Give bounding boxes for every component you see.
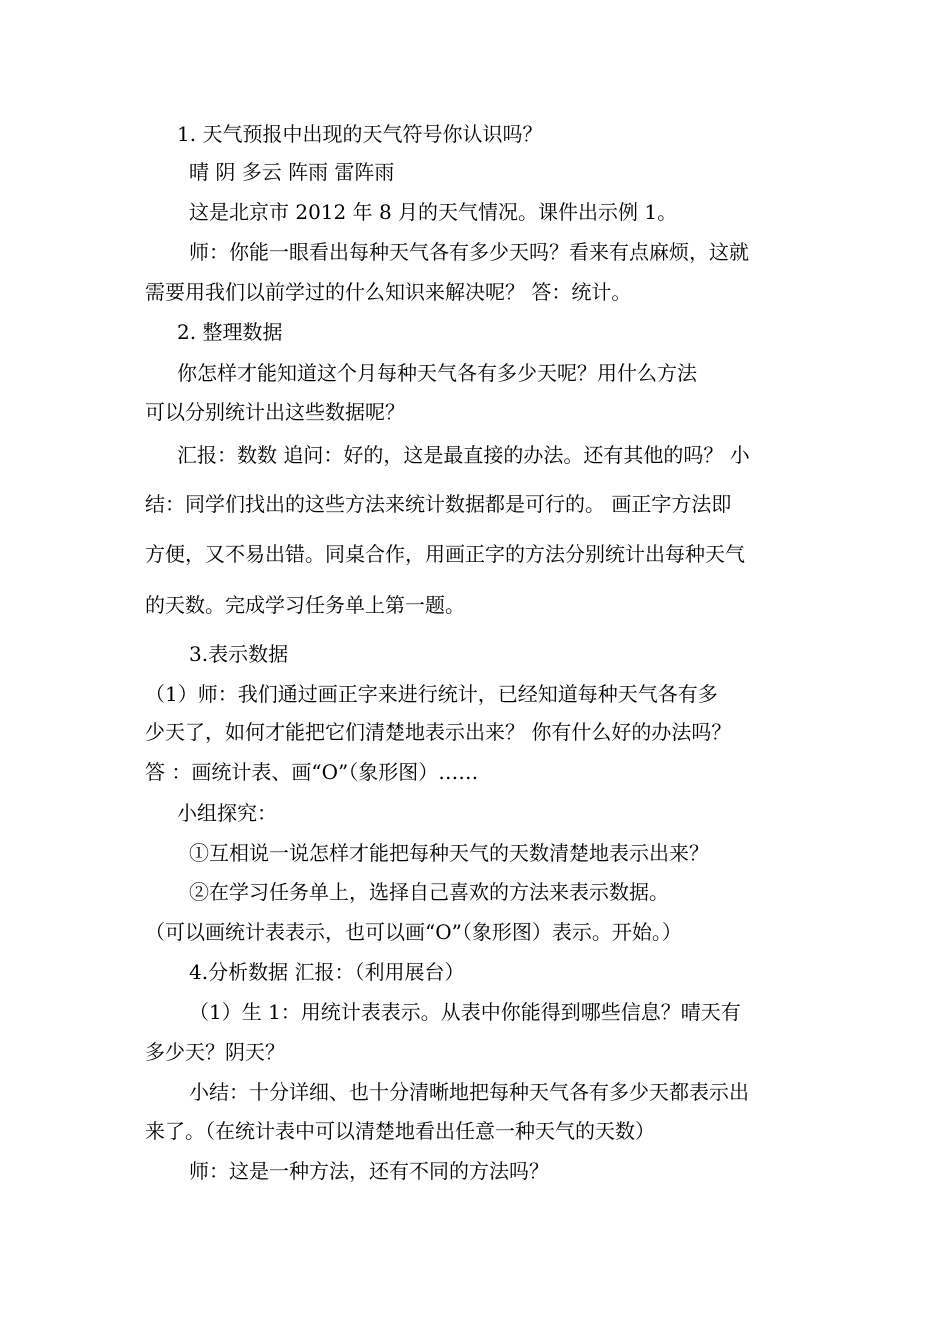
- text-line: 你怎样才能知道这个月每种天气各有多少天呢？用什么方法: [177, 361, 697, 385]
- text-line: 晴 阴 多云 阵雨 雷阵雨: [189, 160, 395, 184]
- text-line: （1）师：我们通过画正字来进行统计，已经知道每种天气各有多: [145, 682, 718, 706]
- text-line: 少天了，如何才能把它们清楚地表示出来？ 你有什么好的办法吗？: [145, 720, 732, 744]
- text-line: 需要用我们以前学过的什么知识来解决呢？ 答：统计。: [145, 280, 632, 304]
- text-line: 师：你能一眼看出每种天气各有多少天吗？看来有点麻烦，这就: [189, 240, 749, 264]
- text-line: 小组探究：: [177, 801, 277, 825]
- text-line: 3.表示数据: [189, 642, 289, 666]
- text-line: （1）生 1：用统计表表示。从表中你能得到哪些信息？晴天有: [189, 1000, 741, 1024]
- text-line: （可以画统计表表示，也可以画“O”（象形图）表示。开始。）: [145, 920, 682, 944]
- text-line: 这是北京市 2012 年 8 月的天气情况。课件出示例 1。: [189, 200, 678, 224]
- text-line: 小结：十分详细、也十分清晰地把每种天气各有多少天都表示出: [189, 1080, 749, 1104]
- text-line: 4.分析数据 汇报：（利用展台）: [189, 960, 465, 984]
- text-line: ②在学习任务单上，选择自己喜欢的方法来表示数据。: [189, 880, 669, 904]
- text-line: 2. 整理数据: [177, 320, 283, 344]
- text-line: 师：这是一种方法，还有不同的方法吗？: [189, 1159, 549, 1183]
- text-line: 1. 天气预报中出现的天气符号你认识吗？: [177, 122, 543, 146]
- text-line: 汇报：数数 追问：好的，这是最直接的办法。还有其他的吗？ 小: [177, 443, 750, 467]
- text-line: 多少天？阴天？: [145, 1040, 285, 1064]
- text-line: 结：同学们找出的这些方法来统计数据都是可行的。 画正字方法即: [145, 492, 732, 516]
- text-line: 来了。（在统计表中可以清楚地看出任意一种天气的天数）: [145, 1119, 655, 1143]
- text-line: 方便，又不易出错。同桌合作，用画正字的方法分别统计出每种天气: [145, 542, 745, 566]
- text-line: 的天数。完成学习任务单上第一题。: [145, 593, 465, 617]
- text-line: ①互相说一说怎样才能把每种天气的天数清楚地表示出来？: [189, 841, 709, 865]
- text-line: 可以分别统计出这些数据呢？: [145, 400, 405, 424]
- text-line: 答 ：画统计表、画“O”（象形图）……: [145, 760, 479, 784]
